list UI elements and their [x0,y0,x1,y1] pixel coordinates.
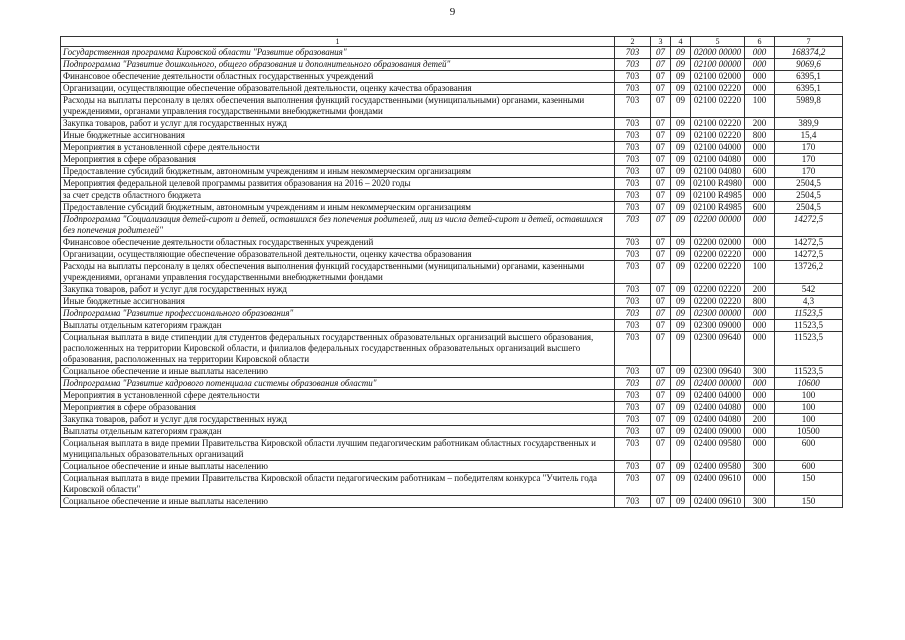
amount-cell: 10600 [775,378,843,390]
section-code-cell: 07 [651,142,671,154]
expense-type-code-cell: 000 [745,83,775,95]
amount-cell: 11523,5 [775,366,843,378]
table-row [61,332,843,366]
section-code-cell: 07 [651,71,671,83]
chapter-code-cell: 703 [615,71,651,83]
expense-type-code-cell: 000 [745,402,775,414]
chapter-code-cell: 703 [615,414,651,426]
target-article-code-cell: 02300 09640 [691,332,745,366]
expense-type-code-cell: 600 [745,166,775,178]
amount-cell: 2504,5 [775,190,843,202]
expense-type-code-cell: 000 [745,249,775,261]
section-code-cell: 07 [651,390,671,402]
section-code-cell: 07 [651,83,671,95]
row-name-cell: Подпрограмма "Развитие дошкольного, общего образования и дополнительного образования детей" [61,59,615,71]
section-code-cell: 07 [651,261,671,284]
table-row [61,320,843,332]
subsection-code-cell: 09 [671,296,691,308]
chapter-code-cell: 703 [615,249,651,261]
chapter-code-cell: 703 [615,308,651,320]
table-row [61,284,843,296]
chapter-code-cell: 703 [615,83,651,95]
row-name-cell: Мероприятия в установленной сфере деятельности [61,390,615,402]
target-article-code-cell: 02000 00000 [691,47,745,59]
chapter-code-cell: 703 [615,261,651,284]
expense-type-code-cell: 100 [745,261,775,284]
table-row [61,130,843,142]
subsection-code-cell: 09 [671,308,691,320]
row-name-cell: Выплаты отдельным категориям граждан [61,426,615,438]
table-row [61,390,843,402]
row-name-cell: Подпрограмма "Развитие кадрового потенциала системы образования области" [61,378,615,390]
amount-cell: 11523,5 [775,320,843,332]
amount-cell: 150 [775,496,843,508]
target-article-code-cell: 02200 02220 [691,249,745,261]
table-row [61,261,843,284]
column-header: 3 [651,37,671,47]
table-row [61,402,843,414]
row-name-cell: Финансовое обеспечение деятельности областных государственных учреждений [61,237,615,249]
section-code-cell: 07 [651,366,671,378]
row-name-cell: Расходы на выплаты персоналу в целях обеспечения выполнения функций государственными (муниципальными) органами, казенными учреждениями, органами управления государственными внебюджетными фондами [61,95,615,118]
amount-cell: 11523,5 [775,308,843,320]
subsection-code-cell: 09 [671,190,691,202]
chapter-code-cell: 703 [615,59,651,71]
subsection-code-cell: 09 [671,47,691,59]
target-article-code-cell: 02100 R4980 [691,178,745,190]
table-row [61,83,843,95]
target-article-code-cell: 02400 09000 [691,426,745,438]
table-row [61,142,843,154]
section-code-cell: 07 [651,332,671,366]
expense-type-code-cell: 800 [745,296,775,308]
row-name-cell: Закупка товаров, работ и услуг для государственных нужд [61,284,615,296]
row-name-cell: Мероприятия в сфере образования [61,154,615,166]
row-name-cell: Социальная выплата в виде премии Правительства Кировской области лучшим педагогическим работникам областных государственных и муниципальных образовательных организаций [61,438,615,461]
section-code-cell: 07 [651,296,671,308]
amount-cell: 14272,5 [775,249,843,261]
chapter-code-cell: 703 [615,237,651,249]
chapter-code-cell: 703 [615,461,651,473]
target-article-code-cell: 02100 02000 [691,71,745,83]
chapter-code-cell: 703 [615,95,651,118]
amount-cell: 389,9 [775,118,843,130]
subsection-code-cell: 09 [671,320,691,332]
subsection-code-cell: 09 [671,402,691,414]
subsection-code-cell: 09 [671,473,691,496]
subsection-code-cell: 09 [671,426,691,438]
target-article-code-cell: 02400 09580 [691,461,745,473]
section-code-cell: 07 [651,461,671,473]
table-row [61,366,843,378]
row-name-cell: Подпрограмма "Социализация детей-сирот и детей, оставшихся без попечения родителей, лиц из числа детей-сирот и детей, оставшихся без попечения родителей" [61,214,615,237]
chapter-code-cell: 703 [615,202,651,214]
subsection-code-cell: 09 [671,496,691,508]
amount-cell: 600 [775,438,843,461]
target-article-code-cell: 02400 04080 [691,402,745,414]
amount-cell: 150 [775,473,843,496]
subsection-code-cell: 09 [671,390,691,402]
expense-type-code-cell: 200 [745,118,775,130]
amount-cell: 2504,5 [775,178,843,190]
expense-type-code-cell: 000 [745,59,775,71]
subsection-code-cell: 09 [671,461,691,473]
amount-cell: 542 [775,284,843,296]
expense-type-code-cell: 000 [745,71,775,83]
amount-cell: 5989,8 [775,95,843,118]
table-row [61,438,843,461]
amount-cell: 11523,5 [775,332,843,366]
table-row [61,202,843,214]
expense-type-code-cell: 000 [745,178,775,190]
subsection-code-cell: 09 [671,438,691,461]
chapter-code-cell: 703 [615,402,651,414]
table-header-row [61,37,843,47]
table-row [61,473,843,496]
subsection-code-cell: 09 [671,130,691,142]
expense-type-code-cell: 000 [745,320,775,332]
chapter-code-cell: 703 [615,118,651,130]
chapter-code-cell: 703 [615,426,651,438]
expense-type-code-cell: 000 [745,308,775,320]
section-code-cell: 07 [651,118,671,130]
target-article-code-cell: 02400 04080 [691,414,745,426]
amount-cell: 100 [775,402,843,414]
subsection-code-cell: 09 [671,118,691,130]
expense-type-code-cell: 000 [745,473,775,496]
expense-type-code-cell: 000 [745,214,775,237]
amount-cell: 14272,5 [775,214,843,237]
section-code-cell: 07 [651,496,671,508]
amount-cell: 170 [775,142,843,154]
table-row [61,47,843,59]
row-name-cell: Социальная выплата в виде премии Правительства Кировской области педагогическим работникам – победителям конкурса "Учитель года Кировской области" [61,473,615,496]
expense-type-code-cell: 000 [745,154,775,166]
target-article-code-cell: 02100 00000 [691,59,745,71]
table-row [61,426,843,438]
target-article-code-cell: 02400 09580 [691,438,745,461]
row-name-cell: Расходы на выплаты персоналу в целях обеспечения выполнения функций государственными (муниципальными) органами, казенными учреждениями, органами управления государственными внебюджетными фондами [61,261,615,284]
subsection-code-cell: 09 [671,249,691,261]
subsection-code-cell: 09 [671,83,691,95]
section-code-cell: 07 [651,426,671,438]
chapter-code-cell: 703 [615,284,651,296]
section-code-cell: 07 [651,166,671,178]
section-code-cell: 07 [651,214,671,237]
expense-type-code-cell: 300 [745,366,775,378]
table-row [61,414,843,426]
column-header: 6 [745,37,775,47]
target-article-code-cell: 02200 02000 [691,237,745,249]
target-article-code-cell: 02400 09610 [691,496,745,508]
expense-type-code-cell: 000 [745,190,775,202]
section-code-cell: 07 [651,249,671,261]
chapter-code-cell: 703 [615,438,651,461]
expense-type-code-cell: 000 [745,142,775,154]
target-article-code-cell: 02400 00000 [691,378,745,390]
subsection-code-cell: 09 [671,142,691,154]
target-article-code-cell: 02200 00000 [691,214,745,237]
chapter-code-cell: 703 [615,366,651,378]
target-article-code-cell: 02100 02220 [691,118,745,130]
target-article-code-cell: 02300 09000 [691,320,745,332]
section-code-cell: 07 [651,320,671,332]
subsection-code-cell: 09 [671,284,691,296]
row-name-cell: Иные бюджетные ассигнования [61,296,615,308]
section-code-cell: 07 [651,178,671,190]
chapter-code-cell: 703 [615,320,651,332]
row-name-cell: Иные бюджетные ассигнования [61,130,615,142]
target-article-code-cell: 02300 00000 [691,308,745,320]
row-name-cell: Подпрограмма "Развитие профессионального образования" [61,308,615,320]
row-name-cell: Предоставление субсидий бюджетным, автономным учреждениям и иным некоммерческим организациям [61,202,615,214]
chapter-code-cell: 703 [615,142,651,154]
table-row [61,59,843,71]
subsection-code-cell: 09 [671,237,691,249]
subsection-code-cell: 09 [671,59,691,71]
budget-table [60,36,843,508]
subsection-code-cell: 09 [671,166,691,178]
expense-type-code-cell: 000 [745,390,775,402]
expense-type-code-cell: 000 [745,47,775,59]
table-row [61,190,843,202]
chapter-code-cell: 703 [615,473,651,496]
section-code-cell: 07 [651,95,671,118]
target-article-code-cell: 02100 04000 [691,142,745,154]
table-row [61,178,843,190]
amount-cell: 13726,2 [775,261,843,284]
target-article-code-cell: 02100 02220 [691,95,745,118]
chapter-code-cell: 703 [615,390,651,402]
table-row [61,237,843,249]
section-code-cell: 07 [651,438,671,461]
amount-cell: 170 [775,166,843,178]
amount-cell: 9069,6 [775,59,843,71]
subsection-code-cell: 09 [671,378,691,390]
section-code-cell: 07 [651,59,671,71]
row-name-cell: Социальное обеспечение и иные выплаты населению [61,366,615,378]
amount-cell: 2504,5 [775,202,843,214]
expense-type-code-cell: 600 [745,202,775,214]
subsection-code-cell: 09 [671,366,691,378]
table-row [61,166,843,178]
expense-type-code-cell: 000 [745,378,775,390]
target-article-code-cell: 02100 02220 [691,130,745,142]
expense-type-code-cell: 200 [745,414,775,426]
table-row [61,461,843,473]
chapter-code-cell: 703 [615,190,651,202]
amount-cell: 170 [775,154,843,166]
target-article-code-cell: 02100 04080 [691,154,745,166]
row-name-cell: Мероприятия федеральной целевой программы развития образования на 2016 – 2020 годы [61,178,615,190]
column-header: 5 [691,37,745,47]
table-row [61,214,843,237]
section-code-cell: 07 [651,237,671,249]
subsection-code-cell: 09 [671,261,691,284]
expense-type-code-cell: 300 [745,496,775,508]
expense-type-code-cell: 000 [745,438,775,461]
page-number: 9 [449,6,456,18]
chapter-code-cell: 703 [615,166,651,178]
column-header: 7 [775,37,843,47]
subsection-code-cell: 09 [671,202,691,214]
section-code-cell: 07 [651,414,671,426]
amount-cell: 4,3 [775,296,843,308]
section-code-cell: 07 [651,202,671,214]
amount-cell: 6395,1 [775,71,843,83]
row-name-cell: Выплаты отдельным категориям граждан [61,320,615,332]
target-article-code-cell: 02200 02220 [691,261,745,284]
section-code-cell: 07 [651,473,671,496]
chapter-code-cell: 703 [615,214,651,237]
chapter-code-cell: 703 [615,496,651,508]
column-header: 1 [61,37,615,47]
expense-type-code-cell: 000 [745,237,775,249]
target-article-code-cell: 02200 02220 [691,284,745,296]
column-header: 4 [671,37,691,47]
subsection-code-cell: 09 [671,178,691,190]
amount-cell: 600 [775,461,843,473]
section-code-cell: 07 [651,190,671,202]
target-article-code-cell: 02400 09610 [691,473,745,496]
chapter-code-cell: 703 [615,178,651,190]
chapter-code-cell: 703 [615,378,651,390]
subsection-code-cell: 09 [671,95,691,118]
budget-table-body [61,37,843,508]
expense-type-code-cell: 200 [745,284,775,296]
amount-cell: 168374,2 [775,47,843,59]
section-code-cell: 07 [651,154,671,166]
row-name-cell: Организации, осуществляющие обеспечение образовательной деятельности, оценку качества образования [61,249,615,261]
chapter-code-cell: 703 [615,296,651,308]
subsection-code-cell: 09 [671,71,691,83]
amount-cell: 15,4 [775,130,843,142]
chapter-code-cell: 703 [615,130,651,142]
section-code-cell: 07 [651,402,671,414]
subsection-code-cell: 09 [671,332,691,366]
row-name-cell: Государственная программа Кировской области "Развитие образования" [61,47,615,59]
chapter-code-cell: 703 [615,47,651,59]
expense-type-code-cell: 800 [745,130,775,142]
section-code-cell: 07 [651,130,671,142]
target-article-code-cell: 02300 09640 [691,366,745,378]
amount-cell: 100 [775,390,843,402]
expense-type-code-cell: 300 [745,461,775,473]
row-name-cell: Мероприятия в установленной сфере деятельности [61,142,615,154]
row-name-cell: Предоставление субсидий бюджетным, автономным учреждениям и иным некоммерческим организациям [61,166,615,178]
table-row [61,95,843,118]
table-row [61,378,843,390]
section-code-cell: 07 [651,378,671,390]
subsection-code-cell: 09 [671,214,691,237]
row-name-cell: Социальное обеспечение и иные выплаты населению [61,461,615,473]
expense-type-code-cell: 000 [745,332,775,366]
target-article-code-cell: 02100 R4985 [691,190,745,202]
section-code-cell: 07 [651,284,671,296]
table-row [61,249,843,261]
table-row [61,71,843,83]
row-name-cell: Закупка товаров, работ и услуг для государственных нужд [61,118,615,130]
table-row [61,496,843,508]
table-row [61,308,843,320]
expense-type-code-cell: 000 [745,426,775,438]
target-article-code-cell: 02100 R4985 [691,202,745,214]
amount-cell: 10500 [775,426,843,438]
expense-type-code-cell: 100 [745,95,775,118]
row-name-cell: Социальная выплата в виде стипендии для студентов федеральных государственных образовательных организаций высшего образования, расположенных на территории Кировской области, и филиалов федеральных государственных образовательных организаций высшего образования, расположенных на территории Кировской области [61,332,615,366]
target-article-code-cell: 02400 04000 [691,390,745,402]
column-header: 2 [615,37,651,47]
table-row [61,296,843,308]
row-name-cell: за счет средств областного бюджета [61,190,615,202]
section-code-cell: 07 [651,308,671,320]
row-name-cell: Финансовое обеспечение деятельности областных государственных учреждений [61,71,615,83]
row-name-cell: Мероприятия в сфере образования [61,402,615,414]
target-article-code-cell: 02200 02220 [691,296,745,308]
amount-cell: 14272,5 [775,237,843,249]
amount-cell: 100 [775,414,843,426]
target-article-code-cell: 02100 04080 [691,166,745,178]
subsection-code-cell: 09 [671,154,691,166]
chapter-code-cell: 703 [615,154,651,166]
table-row [61,154,843,166]
amount-cell: 6395,1 [775,83,843,95]
table-row [61,118,843,130]
row-name-cell: Закупка товаров, работ и услуг для государственных нужд [61,414,615,426]
target-article-code-cell: 02100 02220 [691,83,745,95]
row-name-cell: Социальное обеспечение и иные выплаты населению [61,496,615,508]
chapter-code-cell: 703 [615,332,651,366]
subsection-code-cell: 09 [671,414,691,426]
row-name-cell: Организации, осуществляющие обеспечение образовательной деятельности, оценку качества образования [61,83,615,95]
section-code-cell: 07 [651,47,671,59]
